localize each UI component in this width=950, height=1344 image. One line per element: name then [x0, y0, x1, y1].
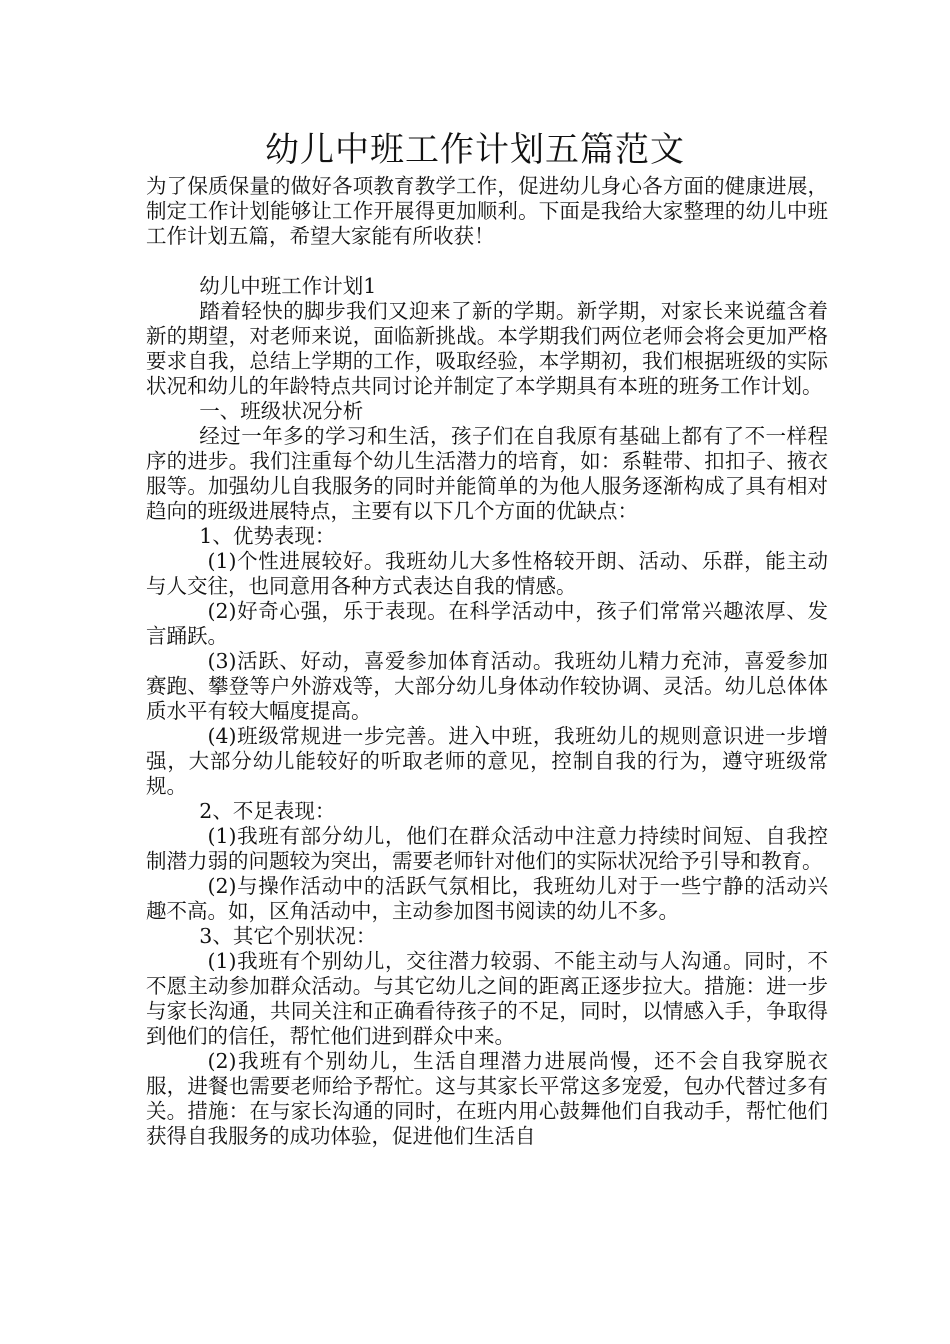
intro-paragraph: 为了保质保量的做好各项教育教学工作，促进幼儿身心各方面的健康进展，制定工作计划能够让工作开展得更加顺利。下面是我给大家整理的幼儿中班工作计划五篇，希望大家能有所收获！ — [146, 174, 828, 248]
list-item: (3)活跃、好动，喜爱参加体育活动。我班幼儿精力充沛，喜爱参加赛跑、攀登等户外游戏等，大部分幼儿身体动作较协调、灵活。幼儿总体体质水平有较大幅度提高。 — [146, 649, 828, 723]
subsection-heading: 3、其它个别状况： — [199, 924, 377, 948]
blank-line — [146, 249, 828, 274]
list-item: (4)班级常规进一步完善。进入中班，我班幼儿的规则意识进一步增强，大部分幼儿能较好的听取老师的意见，控制自我的行为，遵守班级常规。 — [146, 724, 828, 798]
section-heading: 一、班级状况分析 — [199, 399, 364, 423]
list-item: (2)与操作活动中的活跃气氛相比，我班幼儿对于一些宁静的活动兴趣不高。如，区角活动中，主动参加图书阅读的幼儿不多。 — [146, 874, 828, 923]
list-item: (1)我班有个别幼儿，交往潜力较弱、不能主动与人沟通。同时，不不愿主动参加群众活动。与其它幼儿之间的距离正逐步拉大。措施：进一步与家长沟通，共同关注和正确看待孩子的不足，同时，以情感入手，争取得到他们的信任，帮忙他们进到群众中来。 — [146, 949, 828, 1048]
body-paragraph: 踏着轻快的脚步我们又迎来了新的学期。新学期，对家长来说蕴含着新的期望，对老师来说，面临新挑战。本学期我们两位老师会将会更加严格要求自我，总结上学期的工作，吸取经验，本学期初，我们根据班级的实际状况和幼儿的年龄特点共同讨论并制定了本学期具有本班的班务工作计划。 — [146, 299, 828, 398]
subsection-heading: 2、不足表现： — [199, 799, 336, 823]
subsection-heading: 1、优势表现： — [199, 524, 336, 548]
list-item: (2)好奇心强，乐于表现。在科学活动中，孩子们常常兴趣浓厚、发言踊跃。 — [146, 599, 828, 648]
list-item: (1)我班有部分幼儿，他们在群众活动中注意力持续时间短、自我控制潜力弱的问题较为突出，需要老师针对他们的实际状况给予引导和教育。 — [146, 824, 828, 873]
document-body — [146, 174, 828, 1149]
list-item: (2)我班有个别幼儿，生活自理潜力进展尚慢，还不会自我穿脱衣服，进餐也需要老师给予帮忙。这与其家长平常这多宠爱，包办代替过多有关。措施：在与家长沟通的同时，在班内用心鼓舞他们自我动手，帮忙他们获得自我服务的成功体验，促进他们生活自 — [146, 1049, 828, 1148]
document-title: 幼儿中班工作计划五篇范文 — [265, 130, 685, 170]
body-paragraph: 经过一年多的学习和生活，孩子们在自我原有基础上都有了不一样程序的进步。我们注重每个幼儿生活潜力的培育，如：系鞋带、扣扣子、掖衣服等。加强幼儿自我服务的同时并能简单的为他人服务逐渐构成了具有相对趋向的班级进展特点，主要有以下几个方面的优缺点： — [146, 424, 828, 523]
list-item: (1)个性进展较好。我班幼儿大多性格较开朗、活动、乐群，能主动与人交往，也同意用各种方式表达自我的情感。 — [146, 549, 828, 598]
section-heading: 幼儿中班工作计划1 — [199, 274, 377, 298]
